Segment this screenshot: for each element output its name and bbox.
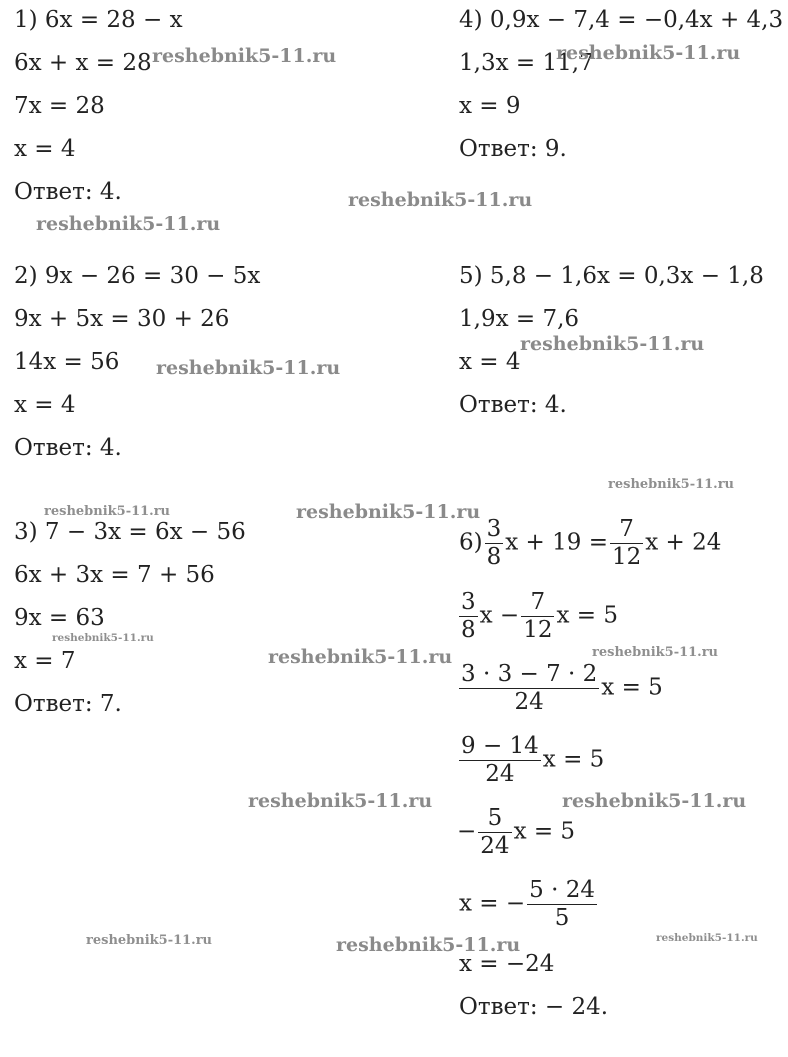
- p2-line-4: x = 4: [14, 392, 76, 418]
- p6-eq-end: x + 24: [645, 529, 722, 556]
- p1-answer: Ответ: 4.: [14, 179, 122, 205]
- fraction-numerator: 5 · 24: [529, 877, 595, 903]
- p6-s5-end: x = 5: [513, 818, 576, 845]
- p5-line-2: 1,9x = 7,6: [459, 306, 580, 332]
- fraction-denominator: 24: [480, 833, 510, 859]
- p6-s5-minus: −: [457, 818, 477, 845]
- p3-answer: Ответ: 7.: [14, 691, 122, 717]
- p6-prefix: 6): [459, 529, 483, 556]
- p1-line-1: 1) 6x = 28 − x: [14, 7, 183, 33]
- watermark: reshebnik5-11.ru: [152, 45, 337, 67]
- watermark: reshebnik5-11.ru: [520, 333, 705, 355]
- watermark: reshebnik5-11.ru: [592, 645, 719, 660]
- p5-answer: Ответ: 4.: [459, 392, 567, 418]
- fraction-numerator: 3: [461, 589, 476, 615]
- p6-line-2: [457, 589, 618, 644]
- fraction-numerator: 7: [610, 516, 643, 544]
- p3-line-3: 9x = 63: [14, 605, 105, 631]
- p6-s4-end: x = 5: [542, 746, 605, 773]
- p1-line-3: 7x = 28: [14, 93, 105, 119]
- p4-answer: Ответ: 9.: [459, 136, 567, 162]
- watermark: reshebnik5-11.ru: [562, 790, 747, 812]
- p6-line-1: [459, 516, 721, 571]
- p4-line-2: 1,3x = 11,7: [459, 50, 594, 76]
- watermark: reshebnik5-11.ru: [656, 932, 758, 944]
- p6-s2-middle: x −: [479, 602, 520, 629]
- fraction-denominator: 12: [523, 617, 553, 643]
- fraction: [610, 516, 643, 571]
- p6-line-5: [457, 805, 575, 860]
- p6-line-7: x = −24: [459, 951, 555, 977]
- watermark: reshebnik5-11.ru: [156, 357, 341, 379]
- fraction-numerator: 9 − 14: [461, 733, 539, 759]
- p3-line-1: 3) 7 − 3x = 6x − 56: [14, 519, 246, 545]
- fraction-numerator: 3 · 3 − 7 · 2: [461, 661, 598, 687]
- fraction: [485, 516, 504, 571]
- p6-s3-end: x = 5: [601, 674, 663, 701]
- p6-line-6: [459, 877, 599, 932]
- p1-line-2: 6x + x = 28: [14, 50, 152, 76]
- fraction-numerator: 3: [486, 516, 502, 542]
- watermark: reshebnik5-11.ru: [556, 42, 741, 64]
- p6-line-3: [457, 661, 663, 716]
- fraction: [521, 589, 554, 644]
- p3-line-4: x = 7: [14, 648, 76, 674]
- p6-eq-middle: x + 19 =: [505, 529, 608, 556]
- p6-answer: Ответ: − 24.: [459, 994, 609, 1020]
- p4-line-1: 4) 0,9x − 7,4 = −0,4x + 4,3: [459, 7, 784, 33]
- watermark: reshebnik5-11.ru: [608, 477, 735, 492]
- watermark: reshebnik5-11.ru: [268, 646, 453, 668]
- p2-line-2: 9x + 5x = 30 + 26: [14, 306, 230, 332]
- p5-line-3: x = 4: [459, 349, 521, 375]
- p2-line-1: 2) 9x − 26 = 30 − 5x: [14, 263, 261, 289]
- p5-line-1: 5) 5,8 − 1,6x = 0,3x − 1,8: [459, 263, 764, 289]
- watermark: reshebnik5-11.ru: [336, 934, 521, 956]
- watermark: reshebnik5-11.ru: [86, 933, 213, 948]
- p6-s6-prefix: x = −: [459, 890, 526, 917]
- fraction-denominator: 8: [461, 617, 476, 643]
- p6-line-4: [457, 733, 604, 788]
- fraction-denominator: 12: [611, 544, 642, 570]
- fraction: [459, 589, 478, 644]
- fraction-numerator: 7: [521, 589, 554, 617]
- p4-line-3: x = 9: [459, 93, 521, 119]
- p2-answer: Ответ: 4.: [14, 435, 122, 461]
- watermark: reshebnik5-11.ru: [44, 504, 171, 519]
- fraction-denominator: 5: [554, 905, 570, 931]
- fraction-denominator: 24: [514, 689, 544, 715]
- watermark: reshebnik5-11.ru: [248, 790, 433, 812]
- p2-line-3: 14x = 56: [14, 349, 120, 375]
- fraction: [459, 733, 541, 788]
- watermark: reshebnik5-11.ru: [296, 501, 481, 523]
- p6-s2-end: x = 5: [556, 602, 618, 629]
- watermark: reshebnik5-11.ru: [52, 632, 154, 644]
- fraction-denominator: 8: [486, 544, 502, 570]
- fraction-numerator: 5: [478, 805, 511, 833]
- fraction: [478, 805, 511, 860]
- watermark: reshebnik5-11.ru: [36, 213, 221, 235]
- p3-line-2: 6x + 3x = 7 + 56: [14, 562, 215, 588]
- fraction: [527, 877, 597, 932]
- fraction: [459, 661, 599, 716]
- fraction-denominator: 24: [485, 761, 515, 787]
- p1-line-4: x = 4: [14, 136, 76, 162]
- watermark: reshebnik5-11.ru: [348, 189, 533, 211]
